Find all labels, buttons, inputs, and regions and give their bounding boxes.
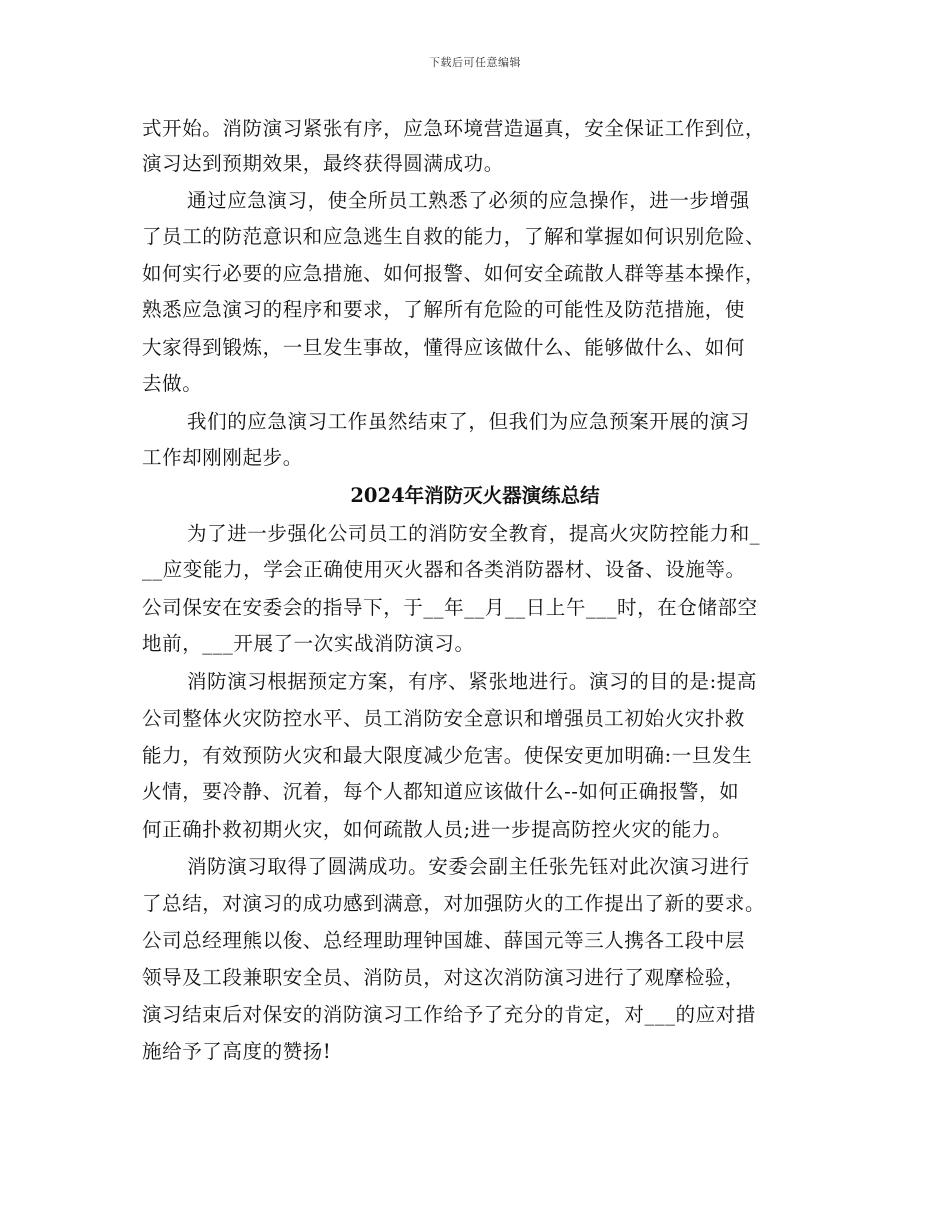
paragraph-line: 通过应急演习，使全所员工熟悉了必须的应急操作，进一步增强 [187, 189, 750, 212]
paragraph-line: 公司保安在安委会的指导下，于__年__月__日上午___时，在仓储部空 [142, 596, 758, 619]
paragraph-line: 公司整体火灾防控水平、员工消防安全意识和增强员工初始火灾扑救 [142, 707, 746, 730]
paragraph-line: __应变能力，学会正确使用灭火器和各类消防器材、设备、设施等。 [142, 558, 746, 581]
paragraph-line: 演习达到预期效果，最终获得圆满成功。 [142, 152, 504, 175]
section-title: 2024年消防灭火器演练总结 [350, 484, 600, 507]
paragraph-line: 熟悉应急演习的程序和要求，了解所有危险的可能性及防范措施，使 [142, 298, 746, 321]
paragraph-line: 地前，___开展了一次实战消防演习。 [142, 632, 475, 655]
paragraph-line: 公司总经理熊以俊、总经理助理钟国雄、薛国元等三人携各工段中层 [142, 929, 746, 952]
paragraph-line: 工作却刚刚起步。 [142, 446, 303, 469]
paragraph-line: 消防演习根据预定方案，有序、紧张地进行。演习的目的是:提高 [187, 670, 757, 693]
paragraph-line: 大家得到锻炼，一旦发生事故，懂得应该做什么、能够做什么、如何 [142, 336, 746, 359]
paragraph-line: 何正确扑救初期火灾，如何疏散人员;进一步提高防控火灾的能力。 [142, 818, 733, 841]
paragraph-line: 火情，要冷静、沉着，每个人都知道应该做什么--如何正确报警，如 [142, 780, 740, 803]
paragraph-line: 了员工的防范意识和应急逃生自救的能力，了解和掌握如何识别危险、 [142, 225, 766, 248]
paragraph-line: 能力，有效预防火灾和最大限度减少危害。使保安更加明确:一旦发生 [142, 744, 753, 767]
paragraph-line: 了总结，对演习的成功感到满意，对加强防火的工作提出了新的要求。 [142, 892, 766, 915]
paragraph-line: 施给予了高度的赞扬! [142, 1040, 332, 1063]
paragraph-line: 领导及工段兼职安全员、消防员，对这次消防演习进行了观摩检验， [142, 966, 746, 989]
paragraph-line: 为了进一步强化公司员工的消防安全教育，提高火灾防控能力和_ [187, 522, 761, 545]
paragraph-line: 式开始。消防演习紧张有序，应急环境营造逼真，安全保证工作到位， [142, 117, 766, 140]
paragraph-line: 去做。 [142, 372, 203, 395]
paragraph-line: 消防演习取得了圆满成功。安委会副主任张先钰对此次演习进行 [187, 855, 750, 878]
header-note: 下载后可任意编辑 [429, 56, 521, 69]
paragraph-line: 如何实行必要的应急措施、如何报警、如何安全疏散人群等基本操作， [142, 262, 766, 285]
paragraph-line: 演习结束后对保安的消防演习工作给予了充分的肯定，对___的应对措 [142, 1003, 756, 1026]
paragraph-line: 我们的应急演习工作虽然结束了，但我们为应急预案开展的演习 [187, 410, 750, 433]
